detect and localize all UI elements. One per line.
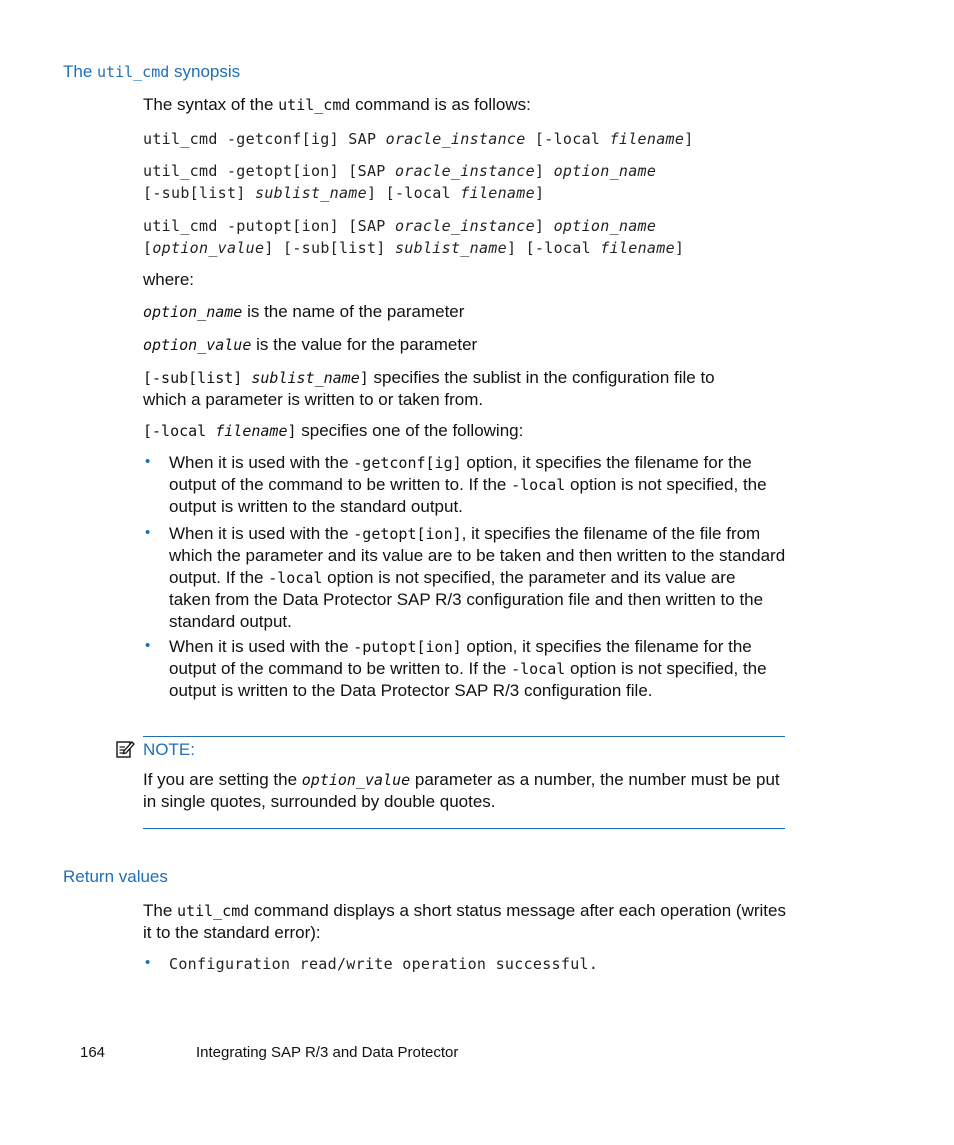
code-param: sublist_name: [254, 184, 367, 202]
definition-term: sublist_name: [251, 369, 360, 387]
text: option is not specified, the: [565, 659, 767, 678]
definition-term: ]: [287, 422, 297, 440]
code-text: util_cmd -getopt[ion] [SAP: [143, 162, 395, 180]
definition-term: option_value: [143, 336, 252, 354]
text: command displays a short status message after each operation (writes: [249, 901, 786, 920]
text: When it is used with the: [169, 637, 354, 656]
code-param: oracle_instance: [385, 130, 526, 148]
text: output of the command to be written to. If the: [169, 659, 512, 678]
bullet-icon: •: [145, 453, 151, 470]
inline-code: util_cmd: [177, 902, 250, 920]
code-text: [-sub[list]: [143, 184, 255, 202]
text: in single quotes, surrounded by double quotes.: [143, 792, 496, 811]
inline-code: -local: [268, 569, 323, 587]
code-text: ]: [684, 130, 694, 148]
definition-text: specifies one of the following:: [296, 421, 524, 440]
code-param: option_name: [553, 217, 657, 235]
text: option, it specifies the filename for the: [461, 637, 752, 656]
note-body: [143, 769, 780, 813]
where-label: where:: [143, 270, 195, 289]
definition-text: specifies the sublist in the configuration file to: [368, 368, 715, 387]
code-getoption-line2: [143, 182, 544, 204]
text: , it specifies the filename of the file from: [461, 524, 761, 543]
code-param: oracle_instance: [394, 217, 535, 235]
code-param: option_name: [553, 162, 657, 180]
text: parameter as a number, the number must be put: [410, 770, 780, 789]
definition-term: option_name: [143, 303, 243, 321]
return-value-item: Configuration read/write operation successful.: [169, 955, 599, 973]
inline-code: -local: [511, 476, 566, 494]
text: When it is used with the: [169, 524, 354, 543]
code-putoption-line2: [143, 237, 684, 259]
inline-code: -local: [511, 660, 566, 678]
bullet-icon: •: [145, 637, 151, 654]
text: it to the standard error):: [143, 923, 321, 942]
section-heading-synopsis: [63, 62, 240, 82]
definition-term: [-sub[list]: [143, 369, 252, 387]
text: taken from the Data Protector SAP R/3 configuration file and then written to the: [169, 590, 764, 609]
heading-suffix: synopsis: [174, 62, 241, 81]
text: The: [143, 901, 178, 920]
intro-text: The syntax of the: [143, 95, 274, 114]
code-text: ]: [674, 239, 685, 257]
inline-code: -getopt[ion]: [353, 525, 462, 543]
note-icon: [115, 739, 135, 759]
inline-code: option_value: [301, 771, 411, 789]
note-title: NOTE:: [143, 740, 195, 759]
heading-prefix: The: [63, 62, 93, 81]
text: output is written to the Data Protector SAP R/3 configuration file.: [169, 681, 653, 700]
text: If you are setting the: [143, 770, 302, 789]
list-item: [169, 452, 767, 518]
definition-sublist: [143, 367, 715, 389]
definition-text: is the name of the parameter: [242, 302, 465, 321]
definition-option-name: [143, 301, 464, 323]
text: which the parameter and its value are to be taken and then written to the standard: [169, 546, 786, 565]
definition-option-value: [143, 334, 477, 356]
heading-command: util_cmd: [97, 63, 170, 81]
text: option, it specifies the filename for the: [461, 453, 752, 472]
definition-term: ]: [359, 369, 369, 387]
code-putoption-line1: [143, 215, 656, 237]
code-param: filename: [460, 184, 535, 202]
code-text: ]: [534, 184, 545, 202]
definition-term: [-local: [143, 422, 216, 440]
definition-term: filename: [215, 422, 288, 440]
bullet-icon: •: [145, 524, 151, 541]
inline-code: -putopt[ion]: [353, 638, 462, 656]
code-text: ] [-sub[list]: [264, 239, 395, 257]
definition-text: is the value for the parameter: [251, 335, 478, 354]
code-text: util_cmd -getconf[ig] SAP: [143, 130, 386, 148]
bullet-icon: •: [145, 954, 151, 971]
code-getconfig: [143, 128, 694, 150]
text: When it is used with the: [169, 453, 354, 472]
definition-local: [143, 420, 523, 442]
code-text: ] [-local: [366, 184, 461, 202]
code-param: option_value: [152, 239, 265, 257]
definition-sublist-cont: which a parameter is written to or taken from.: [143, 390, 484, 409]
code-param: filename: [600, 239, 675, 257]
code-param: sublist_name: [394, 239, 507, 257]
code-text: [: [143, 239, 153, 257]
return-values-text: [143, 900, 786, 944]
footer-title: Integrating SAP R/3 and Data Protector: [196, 1044, 459, 1061]
note-bottom-rule: [143, 828, 785, 829]
code-text: ] [-local: [506, 239, 601, 257]
text: output is written to the standard output.: [169, 497, 463, 516]
code-text: ]: [534, 162, 554, 180]
synopsis-intro: [143, 94, 531, 116]
code-text: [-local: [525, 130, 610, 148]
section-heading-return-values: Return values: [63, 867, 168, 886]
text: output of the command to be written to. If the: [169, 475, 512, 494]
intro-text: command is as follows:: [355, 95, 531, 114]
page-number: 164: [80, 1044, 106, 1061]
text: option is not specified, the parameter and its value are: [322, 568, 736, 587]
code-getoption-line1: [143, 160, 656, 182]
text: option is not specified, the: [565, 475, 767, 494]
code-text: util_cmd -putopt[ion] [SAP: [143, 217, 395, 235]
note-top-rule: [143, 736, 785, 737]
list-item: [169, 523, 785, 633]
inline-code: -getconf[ig]: [353, 454, 462, 472]
intro-command: util_cmd: [278, 96, 351, 114]
code-param: filename: [609, 130, 685, 148]
text: output. If the: [169, 568, 269, 587]
text: standard output.: [169, 612, 292, 631]
list-item: [169, 636, 767, 702]
code-param: oracle_instance: [394, 162, 535, 180]
code-text: ]: [534, 217, 554, 235]
